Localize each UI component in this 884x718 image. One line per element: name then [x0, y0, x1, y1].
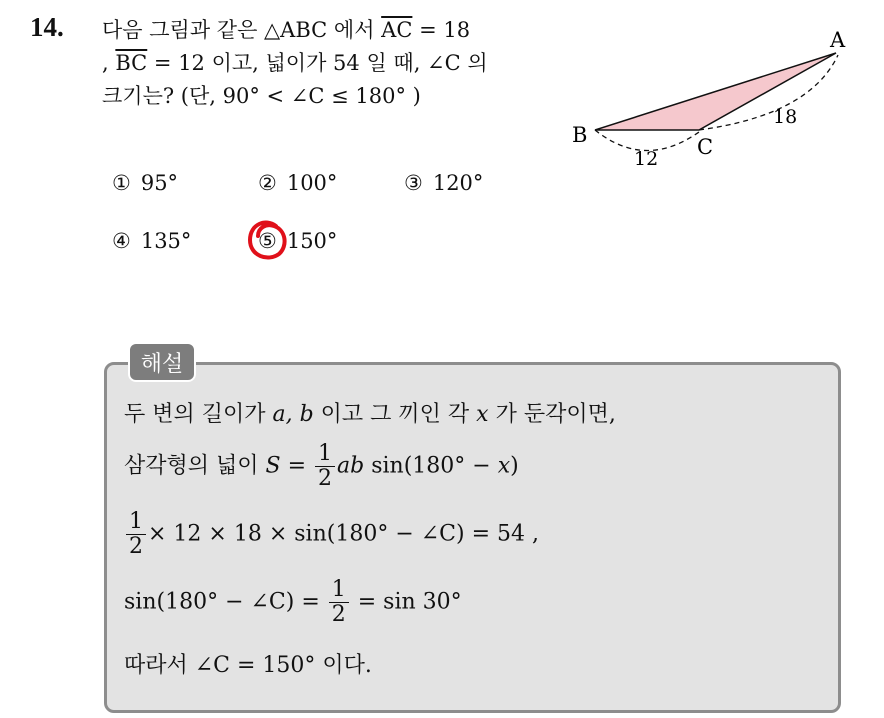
- question-line-3: 크기는? (단, 90° < ∠C ≤ 180° ): [102, 84, 421, 108]
- question-line-2: , $\overline{BC} = 12$ 이고, 넓이가 54 일 때, ∠C 의: [102, 51, 488, 75]
- solution-line-1: 두 변의 길이가 a, b 이고 그 끼인 각 x 가 둔각이면,: [124, 402, 616, 427]
- vertex-b-label: B: [572, 123, 588, 147]
- solution-tab: 해설: [128, 342, 196, 382]
- choice-4[interactable]: [112, 229, 191, 253]
- triangle-figure: [560, 20, 860, 180]
- choice-3-text: 120°: [432, 171, 484, 195]
- solution-line-3: $\frac{1}{2}$ × 12 × 18 × sin(180° − ∠C) = 54 ,: [124, 510, 539, 559]
- question-line-1: 다음 그림과 같은 △ABC 에서 $\overline{AC} = 18$: [102, 18, 471, 42]
- choice-5-text: 150°: [286, 229, 338, 253]
- solution-line-5: 따라서 ∠C = 150° 이다.: [124, 653, 372, 678]
- choice-2-text: 100°: [286, 171, 338, 195]
- side-ac-length: 18: [773, 106, 798, 128]
- choice-2[interactable]: [258, 171, 337, 195]
- choice-3-mark: ③: [404, 171, 423, 195]
- choice-1[interactable]: [112, 171, 178, 195]
- side-bc-length: 12: [634, 148, 659, 170]
- segment-bc: $\overline{BC}$: [115, 51, 148, 75]
- choice-4-text: 135°: [140, 229, 192, 253]
- fraction-half: $\frac{1}{2}$: [126, 510, 146, 559]
- answer-circle-mark: [246, 218, 290, 264]
- choice-3[interactable]: [404, 171, 483, 195]
- fraction-half: $\frac{1}{2}$: [329, 578, 349, 627]
- choice-5-mark: ⑤: [258, 229, 277, 253]
- vertex-c-label: C: [697, 135, 714, 159]
- question-number: 14.: [30, 12, 64, 42]
- triangle-abc: [595, 53, 836, 130]
- choice-1-mark: ①: [112, 171, 131, 195]
- solution-line-4: sin(180° − ∠C) = $\frac{1}{2}$ = sin 30°: [124, 577, 462, 628]
- segment-ac: $\overline{AC}$: [381, 18, 413, 42]
- vertex-a-label: A: [830, 28, 846, 52]
- solution-line-2: 삼각형의 넓이 S = $\frac{1}{2}$ ab sin(180° − x): [124, 441, 519, 492]
- choice-1-text: 95°: [140, 171, 179, 195]
- fraction-half: $\frac{1}{2}$: [315, 442, 335, 491]
- question-text: [102, 14, 552, 113]
- choice-2-mark: ②: [258, 171, 277, 195]
- choice-4-mark: ④: [112, 229, 131, 253]
